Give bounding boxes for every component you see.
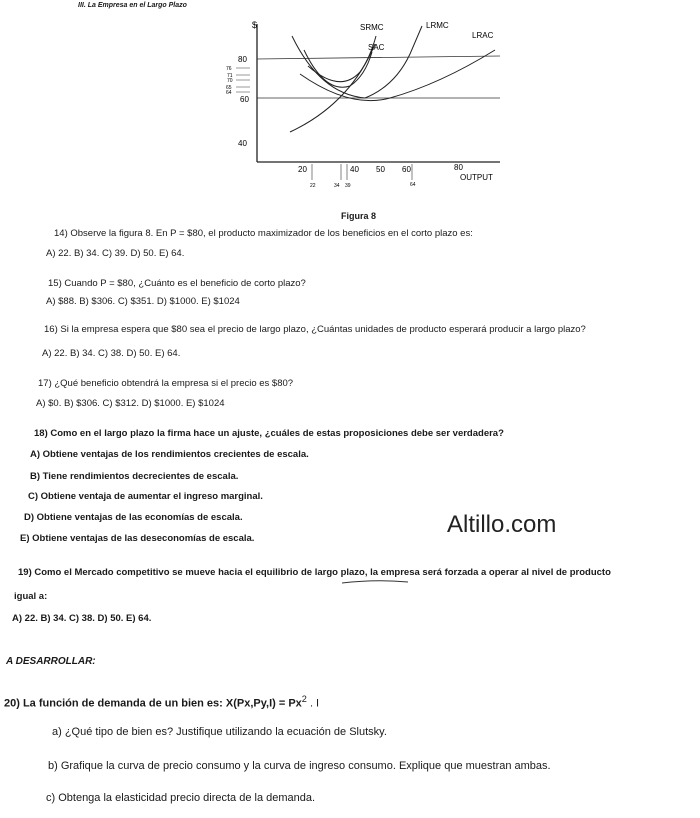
y-tick-71: 71 bbox=[227, 73, 233, 79]
x-tick-60: 60 bbox=[402, 165, 411, 174]
q20-part-a: a) ¿Qué tipo de bien es? Justifique utilizando la ecuación de Slutsky. bbox=[52, 726, 387, 738]
watermark: Altillo.com bbox=[447, 511, 557, 538]
q19-stem-cont: igual a: bbox=[14, 591, 48, 602]
price-line-80 bbox=[257, 56, 500, 59]
x-tick-39: 39 bbox=[345, 183, 351, 189]
q20-part-c: c) Obtenga la elasticidad precio directa de la demanda. bbox=[46, 792, 316, 804]
figure-caption: Figura 8 bbox=[341, 211, 377, 221]
srmc-label: SRMC bbox=[360, 23, 384, 32]
x-tick-64: 64 bbox=[410, 182, 416, 188]
x-tick-20: 20 bbox=[298, 165, 307, 174]
y-tick-60: 60 bbox=[240, 95, 249, 104]
supply-line bbox=[290, 44, 375, 132]
x-tick-40: 40 bbox=[350, 165, 359, 174]
q18-choice-a: A) Obtiene ventajas de los rendimientos crecientes de escala. bbox=[30, 449, 309, 460]
q16-stem: 16) Si la empresa espera que $80 sea el precio de largo plazo, ¿Cuántas unidades de producto esperará producir a largo plazo? bbox=[44, 324, 586, 335]
q15-stem: 15) Cuando P = $80, ¿Cuánto es el beneficio de corto plazo? bbox=[48, 278, 306, 289]
q17-options: A) $0. B) $306. C) $312. D) $1000. E) $1024 bbox=[36, 398, 225, 409]
y-tick-40: 40 bbox=[238, 139, 247, 148]
x-arrows bbox=[312, 164, 412, 180]
y-arrows bbox=[236, 68, 250, 92]
q20-prefix: 20) La función de demanda de un bien es: X(Px,Py,I) = Px bbox=[4, 697, 302, 710]
y-tick-64: 64 bbox=[226, 90, 232, 96]
q20-stem bbox=[4, 694, 319, 710]
lrac-label: LRAC bbox=[472, 31, 494, 40]
y-tick-80: 80 bbox=[238, 55, 247, 64]
q18-choice-b: B) Tiene rendimientos decrecientes de escala. bbox=[30, 471, 239, 482]
y-axis-symbol: $ bbox=[252, 20, 258, 30]
lrmc-curve bbox=[292, 26, 422, 98]
sac-label: SAC bbox=[368, 43, 385, 52]
q17-stem: 17) ¿Qué beneficio obtendrá la empresa si el precio es $80? bbox=[38, 378, 294, 389]
x-axis-label: OUTPUT bbox=[460, 173, 493, 182]
lrmc-label: LRMC bbox=[426, 21, 449, 30]
section-title: III. La Empresa en el Largo Plazo bbox=[78, 2, 187, 9]
develop-heading: A DESARROLLAR: bbox=[6, 656, 96, 667]
q14-options: A) 22. B) 34. C) 39. D) 50. E) 64. bbox=[46, 248, 185, 259]
cost-curves-figure bbox=[200, 14, 520, 194]
q15-options: A) $88. B) $306. C) $351. D) $1000. E) $1024 bbox=[46, 296, 240, 307]
q20-exponent: 2 bbox=[301, 694, 307, 704]
y-tick-65: 65 bbox=[226, 85, 232, 91]
q20-part-b: b) Grafique la curva de precio consumo y la curva de ingreso consumo. Explique que muestran ambas. bbox=[48, 760, 551, 772]
x-tick-80: 80 bbox=[454, 163, 463, 172]
q18-choice-c: C) Obtiene ventaja de aumentar el ingreso marginal. bbox=[28, 491, 263, 502]
q18-choice-d: D) Obtiene ventajas de las economías de escala. bbox=[24, 512, 243, 523]
q19-options: A) 22. B) 34. C) 38. D) 50. E) 64. bbox=[12, 613, 152, 624]
y-tick-76: 76 bbox=[226, 66, 232, 72]
y-tick-70: 70 bbox=[227, 78, 233, 84]
q18-choice-e: E) Obtiene ventajas de las deseconomías de escala. bbox=[20, 533, 255, 544]
q16-options: A) 22. B) 34. C) 38. D) 50. E) 64. bbox=[42, 348, 181, 359]
x-tick-50: 50 bbox=[376, 165, 385, 174]
q20-suffix: . I bbox=[306, 697, 320, 710]
q14-stem: 14) Observe la figura 8. En P = $80, el producto maximizador de los beneficios en el corto plazo es: bbox=[54, 228, 473, 239]
q19-stem: 19) Como el Mercado competitivo se mueve hacia el equilibrio de largo plazo, la empresa será forzada a operar al nivel de producto bbox=[18, 567, 611, 578]
x-tick-22: 22 bbox=[310, 183, 316, 189]
underline-mark bbox=[340, 578, 410, 586]
x-tick-34: 34 bbox=[334, 183, 340, 189]
q18-stem: 18) Como en el largo plazo la firma hace un ajuste, ¿cuáles de estas proposiciones debe ser verdadera? bbox=[34, 428, 504, 439]
